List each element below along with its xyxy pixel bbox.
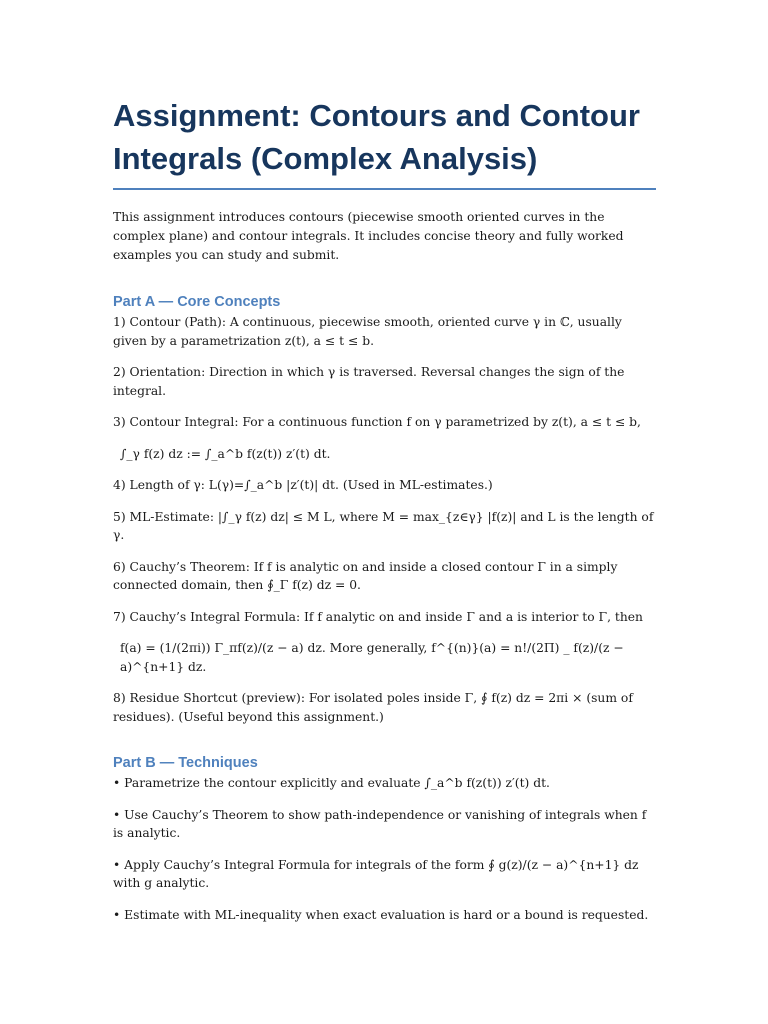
page-title: Assignment: Contours and Contour Integrals (Complex Analysis) xyxy=(113,94,656,190)
formula-cauchy-integral: f(a) = (1/(2πi)) Γ_πf(z)/(z − a) dz. More generally, f^{(n)}(a) = n!/(2Π) _ f(z)/(z − a)^{n+1} dz. xyxy=(120,641,624,674)
concept-contour-integral: 3) Contour Integral: For a continuous function f on γ parametrized by z(t), a ≤ t ≤ b, xyxy=(113,415,641,429)
concept-cauchy-integral-formula: 7) Cauchy’s Integral Formula: If f analytic on and inside Γ and a is interior to Γ, then xyxy=(113,609,643,624)
concept-contour: 1) Contour (Path): A continuous, piecewise smooth, oriented curve γ in ℂ, usually given by a parametrization z(t), a ≤ t ≤ b. xyxy=(113,315,622,348)
section-heading-part-b: Part B — Techniques xyxy=(113,755,258,771)
concept-residue-shortcut: 8) Residue Shortcut (preview): For isolated poles inside Γ, ∮ f(z) dz = 2πi × (sum of residues). (Useful beyond this assignment.) xyxy=(113,691,633,724)
concept-ml-estimate: 5) ML-Estimate: |∫_γ f(z) dz| ≤ M L, where M = max_{z∈γ} |f(z)| and L is the length of γ. xyxy=(113,509,654,542)
technique-cauchy-formula: • Apply Cauchy’s Integral Formula for integrals of the form ∮ g(z)/(z − a)^{n+1} dz with g analytic. xyxy=(113,857,639,890)
technique-parametrize: • Parametrize the contour explicitly and evaluate ∫_a^b f(z(t)) z′(t) dt. xyxy=(113,776,550,790)
concept-orientation: 2) Orientation: Direction in which γ is traversed. Reversal changes the sign of the integral. xyxy=(113,365,625,398)
section-heading-part-a: Part A — Core Concepts xyxy=(113,294,281,310)
technique-cauchy-theorem: • Use Cauchy’s Theorem to show path-independence or vanishing of integrals when f is analytic. xyxy=(113,807,647,840)
concept-cauchy-theorem: 6) Cauchy’s Theorem: If f is analytic on and inside a closed contour Γ in a simply connected domain, then ∮_Γ f(z) dz = 0. xyxy=(113,559,618,592)
formula-contour-integral: ∫_γ f(z) dz := ∫_a^b f(z(t)) z′(t) dt. xyxy=(120,446,331,461)
concept-length: 4) Length of γ: L(γ)=∫_a^b |z′(t)| dt. (Used in ML-estimates.) xyxy=(113,478,493,492)
technique-ml-inequality: • Estimate with ML-inequality when exact evaluation is hard or a bound is requested. xyxy=(113,907,649,922)
intro-paragraph: This assignment introduces contours (piecewise smooth oriented curves in the complex plane) and contour integrals. It includes concise theory and fully worked examples you can study and submit. xyxy=(113,210,624,262)
